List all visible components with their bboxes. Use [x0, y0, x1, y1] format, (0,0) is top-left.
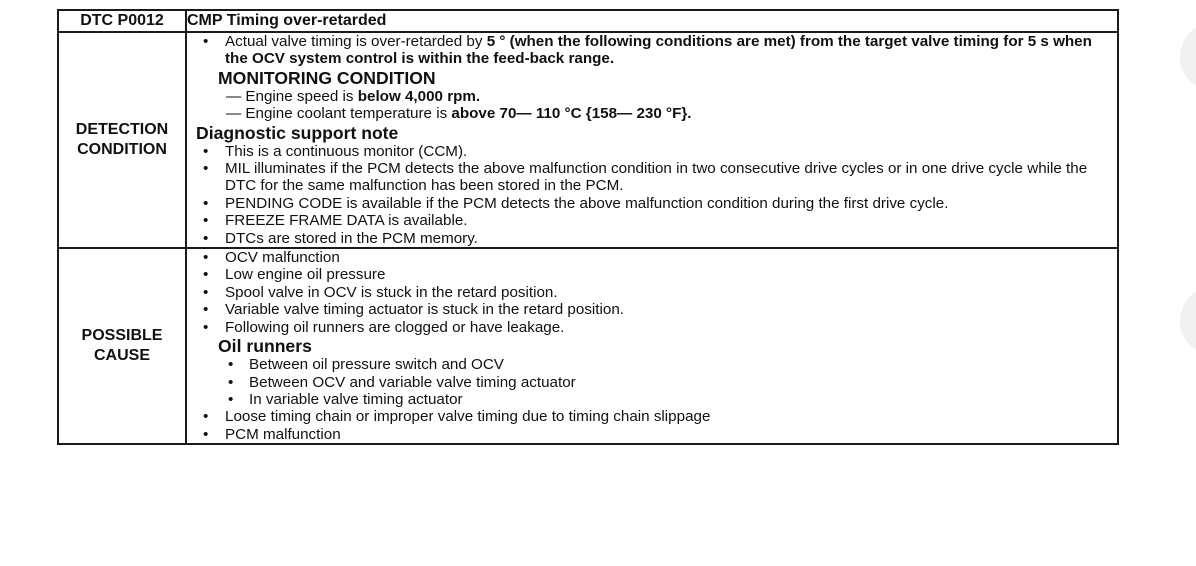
- condition-text: — Engine coolant temperature is: [226, 105, 452, 123]
- note-item: • MIL illuminates if the PCM detects the above malfunction condition in two consecutive drive cycles or in one drive cycle while the DTC for the same malfunction has been stored in the PCM.: [187, 160, 1117, 195]
- possible-cause-content: [186, 248, 1118, 444]
- cause-item: • Spool valve in OCV is stuck in the retard position.: [187, 284, 1117, 301]
- cause-item: • OCV malfunction: [187, 249, 1117, 266]
- oil-runners-heading: Oil runners: [218, 336, 312, 357]
- bullet-text-bold: 5 ° (when the following conditions are met) from the target valve timing for 5 s when the OCV system control is within the feed-back range.: [225, 33, 1092, 68]
- bullet-item: [187, 33, 1117, 68]
- label-line: CONDITION: [77, 141, 167, 159]
- note-item: • FREEZE FRAME DATA is available.: [187, 212, 1117, 229]
- note-item: • This is a continuous monitor (CCM).: [187, 143, 1117, 160]
- dtc-code: DTC P0012: [58, 10, 186, 32]
- note-item: • DTCs are stored in the PCM memory.: [187, 230, 1117, 247]
- condition-line: [187, 105, 1117, 122]
- note-item: • PENDING CODE is available if the PCM detects the above malfunction condition during the first drive cycle.: [187, 195, 1117, 212]
- condition-text-bold: below 4,000 rpm.: [357, 87, 481, 105]
- possible-cause-label: [58, 248, 186, 444]
- label-line: CAUSE: [93, 347, 150, 365]
- label-line: POSSIBLE: [81, 327, 163, 345]
- label-line: DETECTION: [75, 121, 169, 139]
- page-edge-mark: [1180, 22, 1196, 92]
- dtc-title: CMP Timing over-retarded: [186, 10, 1118, 32]
- condition-text-bold: above 70— 110 °C {158— 230 °F}.: [451, 105, 692, 123]
- detection-row: [58, 32, 1118, 248]
- possible-cause-row: [58, 248, 1118, 444]
- dtc-table: [57, 9, 1119, 445]
- detection-condition-content: [186, 32, 1118, 248]
- oil-runner-item: • In variable valve timing actuator: [187, 391, 1117, 408]
- oil-runner-item: • Between OCV and variable valve timing actuator: [187, 374, 1117, 391]
- condition-text: — Engine speed is: [226, 87, 358, 105]
- monitoring-condition-heading: MONITORING CONDITION: [218, 67, 436, 88]
- header-row: [58, 10, 1118, 32]
- bullet-text: Actual valve timing is over-retarded by: [225, 33, 487, 50]
- cause-item: • PCM malfunction: [187, 426, 1117, 443]
- page-edge-mark: [1180, 286, 1196, 356]
- cause-item: • Following oil runners are clogged or have leakage.: [187, 319, 1117, 336]
- cause-item: • Loose timing chain or improper valve timing due to timing chain slippage: [187, 408, 1117, 425]
- diagnostic-note-heading: Diagnostic support note: [196, 122, 399, 143]
- cause-item: • Variable valve timing actuator is stuck in the retard position.: [187, 301, 1117, 318]
- detection-condition-label: [58, 32, 186, 248]
- cause-item: • Low engine oil pressure: [187, 266, 1117, 283]
- condition-line: [187, 88, 1117, 105]
- oil-runner-item: • Between oil pressure switch and OCV: [187, 356, 1117, 373]
